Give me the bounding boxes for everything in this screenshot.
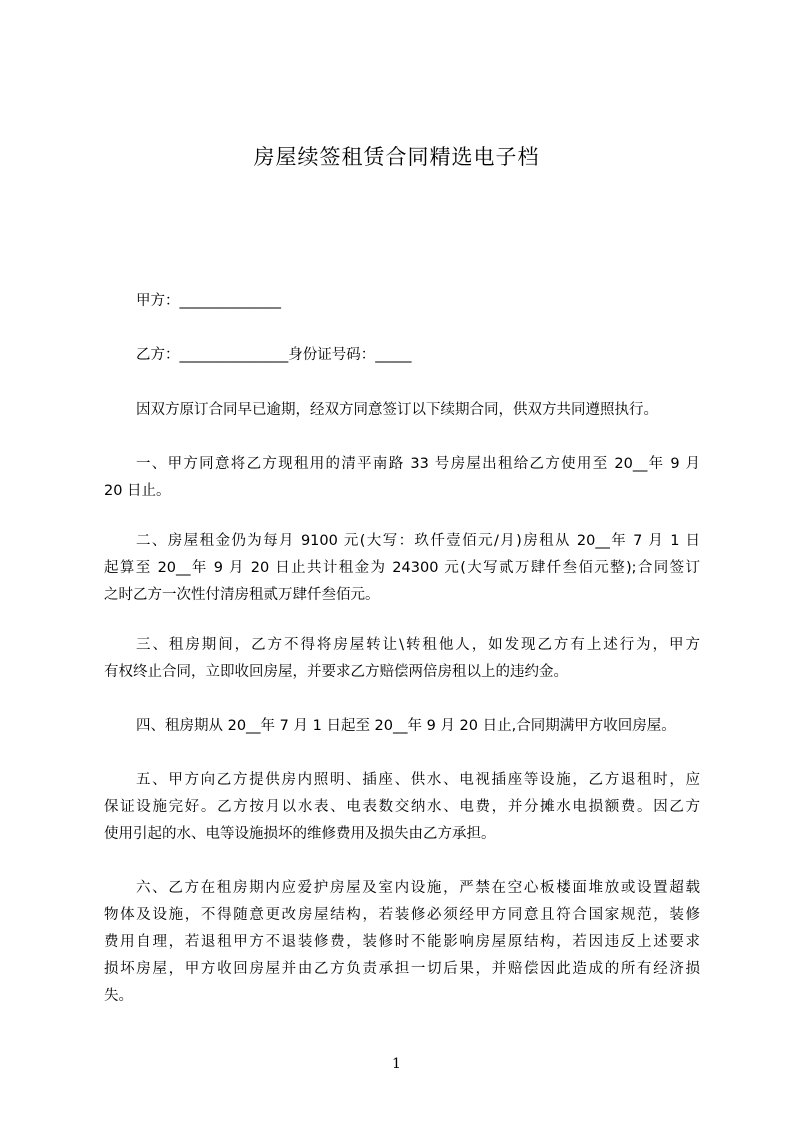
party-a-line: 甲方：______________ [136, 293, 281, 309]
document-title: 房屋续签租赁合同精选电子档 [253, 145, 540, 169]
clause-3-line-1: 三、租房期间，乙方不得将房屋转让\转租他人，如发现乙方有上述行为，甲方 [136, 637, 700, 653]
clause-1-line-1: 一、甲方同意将乙方现租用的清平南路 33 号房屋出租给乙方使用至 20__年 9 月 [136, 456, 700, 472]
clause-6-line-5: 失。 [104, 988, 133, 1004]
clause-1-line-2: 20 日止。 [104, 483, 171, 499]
clause-6-line-3: 费用自理，若退租甲方不退装修费，装修时不能影响房屋原结构，若因违反上述要求 [104, 934, 700, 950]
clause-2-line-2: 起算至 20__年 9 月 20 日止共计租金为 24300 元(大写贰万肆仟叁佰元整);合同签订 [104, 560, 700, 576]
clause-5-line-2: 保证设施完好。乙方按月以水表、电表数交纳水、电费，并分摊水电损额费。因乙方 [104, 799, 700, 815]
intro-paragraph: 因双方原订合同早已逾期，经双方同意签订以下续期合同，供双方共同遵照执行。 [136, 402, 658, 418]
page-number: 1 [392, 1056, 401, 1072]
clause-6-line-2: 物体及设施，不得随意更改房屋结构，若装修必须经甲方同意且符合国家规范，装修 [104, 907, 700, 923]
clause-4-line-1: 四、租房期从 20__年 7 月 1 日起至 20__年 9 月 20 日止,合同期满甲方收回房屋。 [136, 718, 676, 734]
clause-2-line-3: 之时乙方一次性付清房租贰万肆仟叁佰元。 [104, 587, 380, 603]
clause-6-line-4: 损坏房屋，甲方收回房屋并由乙方负责承担一切后果，并赔偿因此造成的所有经济损 [104, 961, 700, 977]
party-b-line: 乙方：_______________身份证号码：_____ [136, 347, 412, 363]
clause-5-line-3: 使用引起的水、电等设施损坏的维修费用及损失由乙方承担。 [104, 826, 496, 842]
clause-5-line-1: 五、甲方向乙方提供房内照明、插座、供水、电视插座等设施，乙方退租时，应 [136, 772, 700, 788]
clause-6-line-1: 六、乙方在租房期内应爱护房屋及室内设施，严禁在空心板楼面堆放或设置超载 [136, 880, 700, 896]
clause-2-line-1: 二、房屋租金仍为每月 9100 元(大写：玖仟壹佰元/月)房租从 20__年 7 月 1 日 [136, 533, 700, 549]
clause-3-line-2: 有权终止合同，立即收回房屋，并要求乙方赔偿两倍房租以上的违约金。 [104, 664, 568, 680]
